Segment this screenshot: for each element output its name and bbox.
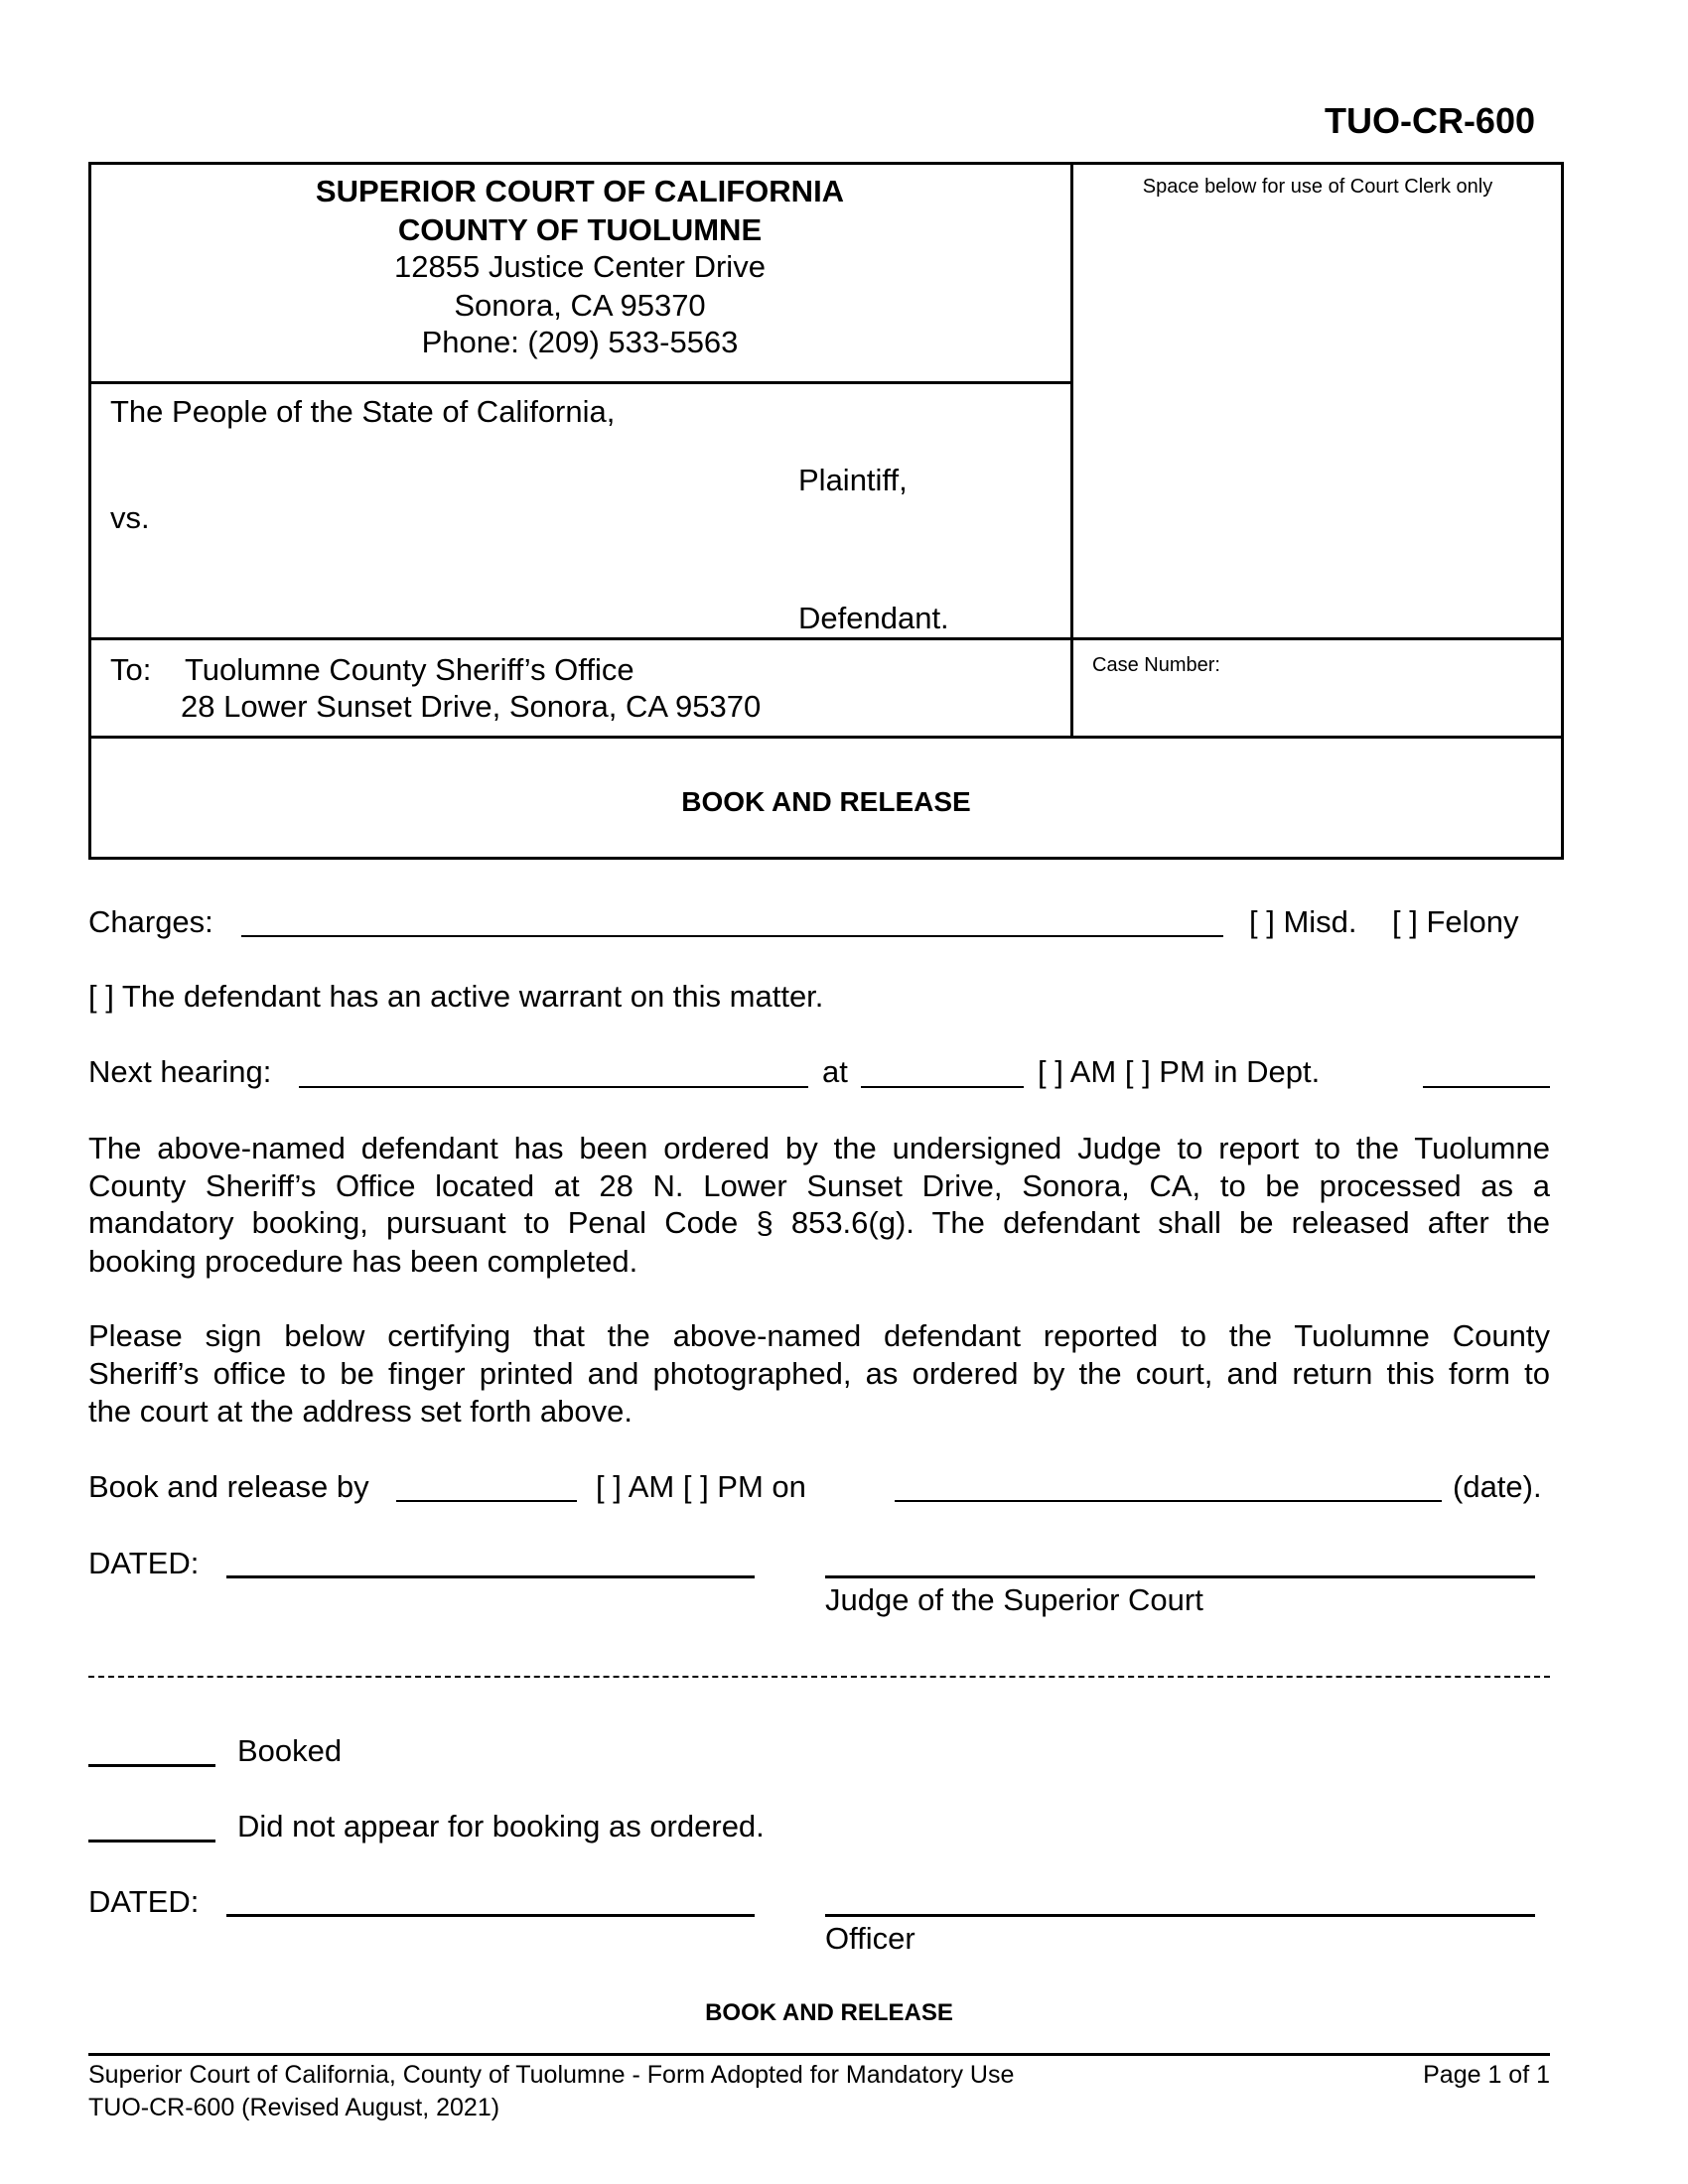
- plaintiff-label: Plaintiff,: [798, 463, 908, 497]
- vs-label: vs.: [110, 500, 150, 535]
- felony-checkbox[interactable]: [ ] Felony: [1392, 904, 1519, 939]
- officer-dated-field[interactable]: [226, 1914, 755, 1917]
- hearing-label: Next hearing:: [88, 1054, 272, 1089]
- paragraph-line: Sheriff’s office to be finger printed and photographed, as ordered by the court, and return this form to: [88, 1356, 1550, 1391]
- date-label: (date).: [1453, 1469, 1542, 1504]
- book-release-date-field[interactable]: [895, 1500, 1442, 1502]
- footer-line2: TUO-CR-600 (Revised August, 2021): [88, 2094, 500, 2121]
- booked-field[interactable]: [88, 1764, 215, 1767]
- charges-label: Charges:: [88, 904, 213, 939]
- cut-line: [88, 1676, 1550, 1678]
- booked-label: Booked: [237, 1733, 343, 1768]
- officer-signature-field[interactable]: [825, 1914, 1535, 1917]
- court-address: 12855 Justice Center Drive: [394, 249, 766, 284]
- form-id: TUO-CR-600: [1324, 100, 1535, 141]
- warrant-checkbox[interactable]: [ ] The defendant has an active warrant on this matter.: [88, 979, 824, 1014]
- paragraph-line: The above-named defendant has been ordered by the undersigned Judge to report to the Tuolumne: [88, 1131, 1550, 1165]
- book-release-time-field[interactable]: [396, 1500, 577, 1502]
- paragraph-line: Please sign below certifying that the above-named defendant reported to the Tuolumne County: [88, 1318, 1550, 1353]
- paragraph-line: County Sheriff’s Office located at 28 N. Lower Sunset Drive, Sonora, CA, to be processed as a: [88, 1168, 1550, 1203]
- misd-checkbox[interactable]: [ ] Misd.: [1249, 904, 1357, 939]
- dept-field[interactable]: [1423, 1086, 1550, 1088]
- judge-signature-label: Judge of the Superior Court: [825, 1582, 1203, 1617]
- court-phone: Phone: (209) 533-5563: [421, 325, 739, 359]
- book-release-ampm-checkboxes[interactable]: [ ] AM [ ] PM on: [596, 1469, 806, 1504]
- not-appear-field[interactable]: [88, 1840, 215, 1843]
- form-title: BOOK AND RELEASE: [681, 786, 971, 817]
- hearing-date-field[interactable]: [299, 1086, 808, 1088]
- paragraph-line: mandatory booking, pursuant to Penal Code § 853.6(g). The defendant shall be released after the: [88, 1205, 1550, 1240]
- hearing-ampm-checkboxes[interactable]: [ ] AM [ ] PM in Dept.: [1038, 1054, 1321, 1089]
- footer-line1: Superior Court of California, County of Tuolumne - Form Adopted for Mandatory Use: [88, 2061, 1015, 2089]
- court-city: Sonora, CA 95370: [454, 288, 706, 323]
- judge-dated-label: DATED:: [88, 1546, 200, 1580]
- plaintiff-name: The People of the State of California,: [110, 394, 616, 429]
- to-address: 28 Lower Sunset Drive, Sonora, CA 95370: [181, 689, 762, 724]
- page-number: Page 1 of 1: [1423, 2061, 1550, 2089]
- footer-rule: [88, 2053, 1550, 2056]
- not-appear-label: Did not appear for booking as ordered.: [237, 1809, 765, 1843]
- court-county: COUNTY OF TUOLUMNE: [397, 212, 763, 247]
- column-divider: [1070, 162, 1073, 738]
- clerk-note: Space below for use of Court Clerk only: [1142, 176, 1493, 198]
- book-release-label: Book and release by: [88, 1469, 369, 1504]
- paragraph-line: the court at the address set forth above.: [88, 1394, 633, 1429]
- to-name: Tuolumne County Sheriff’s Office: [185, 652, 634, 687]
- at-label: at: [822, 1054, 848, 1089]
- paragraph-line: booking procedure has been completed.: [88, 1244, 638, 1279]
- hearing-time-field[interactable]: [861, 1086, 1024, 1088]
- divider: [88, 736, 1564, 739]
- court-name: SUPERIOR COURT OF CALIFORNIA: [315, 174, 845, 208]
- judge-signature-field[interactable]: [825, 1575, 1535, 1578]
- footer-title: BOOK AND RELEASE: [705, 1999, 953, 2026]
- officer-signature-label: Officer: [825, 1921, 915, 1956]
- divider: [88, 637, 1564, 640]
- officer-dated-label: DATED:: [88, 1884, 200, 1919]
- judge-dated-field[interactable]: [226, 1575, 755, 1578]
- charges-field[interactable]: [241, 935, 1223, 937]
- divider: [88, 381, 1072, 384]
- case-number-label: Case Number:: [1092, 654, 1220, 676]
- to-label: To:: [110, 652, 152, 687]
- defendant-label: Defendant.: [798, 601, 949, 635]
